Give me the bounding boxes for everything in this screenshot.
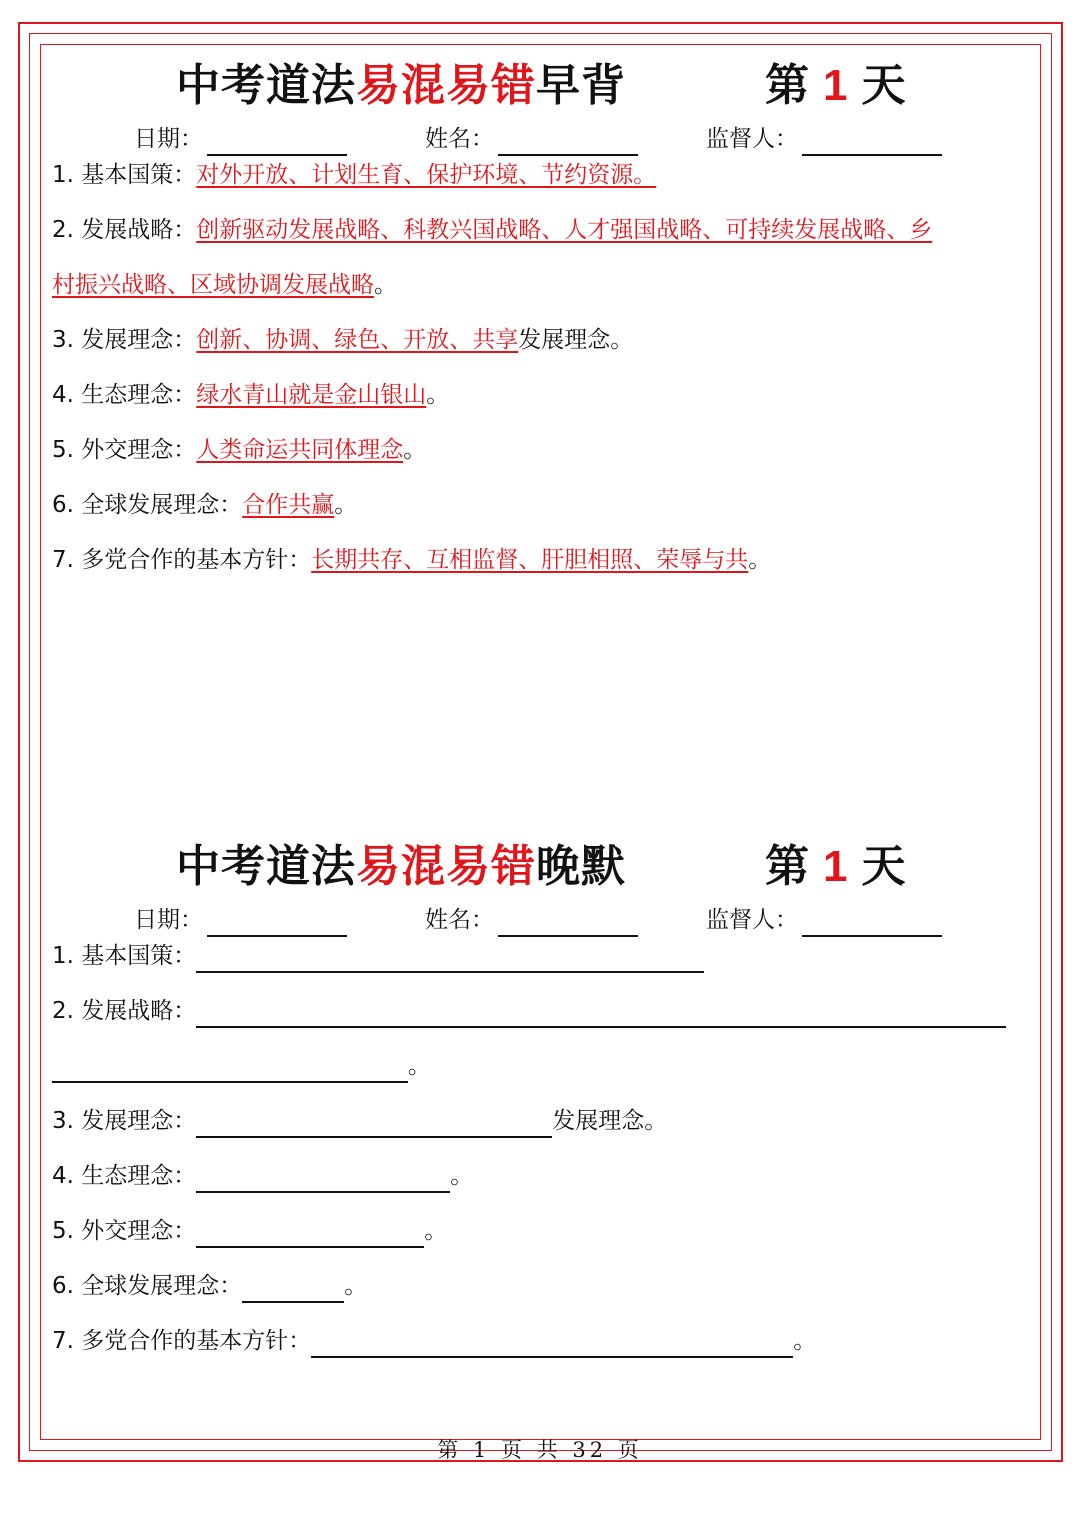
item-label: 7. 多党合作的基本方针： bbox=[52, 547, 312, 573]
title-highlight: 易混易错 bbox=[356, 841, 536, 892]
morning-item-3 bbox=[52, 323, 633, 357]
item-label: 6. 全球发展理念： bbox=[52, 1273, 243, 1299]
item-label: 3. 发展理念： bbox=[52, 1108, 197, 1134]
item-label: 7. 多党合作的基本方针： bbox=[52, 1328, 312, 1354]
item-answer: 创新、协调、绿色、开放、共享 bbox=[196, 327, 519, 353]
title-highlight: 易混易错 bbox=[356, 60, 536, 111]
evening-title bbox=[176, 837, 626, 897]
item-label: 1. 基本国策： bbox=[52, 943, 197, 969]
day-number: 1 bbox=[823, 842, 848, 891]
item-label: 5. 外交理念： bbox=[52, 1218, 197, 1244]
supervisor-blank[interactable] bbox=[802, 911, 942, 937]
item-answer: 绿水青山就是金山银山 bbox=[196, 382, 427, 408]
morning-item-1 bbox=[52, 158, 656, 192]
supervisor-label: 监督人： bbox=[706, 126, 798, 152]
evening-item-4 bbox=[52, 1159, 473, 1193]
evening-day-counter bbox=[765, 837, 905, 897]
page-footer: 第 1 页 共 32 页 bbox=[437, 1438, 643, 1462]
answer-blank[interactable] bbox=[196, 1112, 552, 1138]
morning-item-6 bbox=[52, 488, 357, 522]
morning-item-2 bbox=[52, 213, 932, 247]
item-label: 2. 发展战略： bbox=[52, 998, 197, 1024]
name-label: 姓名： bbox=[425, 126, 494, 152]
title-suffix: 早背 bbox=[536, 60, 626, 111]
date-field[interactable] bbox=[134, 122, 347, 156]
morning-item-4 bbox=[52, 378, 449, 412]
day-prefix: 第 bbox=[765, 60, 809, 111]
day-suffix: 天 bbox=[861, 841, 906, 892]
evening-item-2-continued bbox=[52, 1049, 431, 1083]
item-label: 4. 生态理念： bbox=[52, 1163, 197, 1189]
item-label: 2. 发展战略： bbox=[52, 217, 197, 243]
item-tail: 。 bbox=[408, 1053, 431, 1079]
name-field[interactable] bbox=[425, 122, 638, 156]
item-tail: 发展理念。 bbox=[518, 327, 634, 353]
item-label: 3. 发展理念： bbox=[52, 327, 197, 353]
item-answer: 长期共存、互相监督、肝胆相照、荣辱与共 bbox=[311, 547, 749, 573]
item-tail: 。 bbox=[334, 492, 358, 518]
morning-item-2-continued bbox=[52, 268, 397, 302]
day-number: 1 bbox=[823, 61, 848, 110]
item-answer: 村振兴战略、区域协调发展战略 bbox=[52, 272, 374, 298]
date-label: 日期： bbox=[134, 907, 203, 933]
item-tail: 。 bbox=[426, 382, 450, 408]
item-tail: 。 bbox=[793, 1328, 817, 1354]
item-tail: 。 bbox=[450, 1163, 474, 1189]
evening-item-1 bbox=[52, 939, 704, 973]
item-tail: 。 bbox=[748, 547, 772, 573]
item-tail: 。 bbox=[374, 272, 397, 298]
item-answer: 人类命运共同体理念 bbox=[196, 437, 404, 463]
answer-blank[interactable] bbox=[311, 1332, 793, 1358]
date-field[interactable] bbox=[134, 903, 347, 937]
day-prefix: 第 bbox=[765, 841, 809, 892]
item-answer: 合作共赢 bbox=[242, 492, 335, 518]
item-tail: 。 bbox=[424, 1218, 448, 1244]
answer-blank[interactable] bbox=[52, 1057, 408, 1083]
supervisor-field[interactable] bbox=[706, 903, 942, 937]
item-tail: 。 bbox=[403, 437, 427, 463]
date-blank[interactable] bbox=[207, 130, 347, 156]
name-label: 姓名： bbox=[425, 907, 494, 933]
morning-item-7 bbox=[52, 543, 771, 577]
date-label: 日期： bbox=[134, 126, 203, 152]
answer-blank[interactable] bbox=[196, 1167, 450, 1193]
evening-item-7 bbox=[52, 1324, 816, 1358]
item-answer: 创新驱动发展战略、科教兴国战略、人才强国战略、可持续发展战略、乡 bbox=[196, 217, 933, 243]
name-field[interactable] bbox=[425, 903, 638, 937]
item-tail: 发展理念。 bbox=[552, 1108, 668, 1134]
item-tail: 。 bbox=[344, 1273, 368, 1299]
answer-blank[interactable] bbox=[196, 1002, 1006, 1028]
supervisor-blank[interactable] bbox=[802, 130, 942, 156]
answer-blank[interactable] bbox=[196, 1222, 424, 1248]
item-answer: 对外开放、计划生育、保护环境、节约资源。 bbox=[196, 162, 657, 188]
item-label: 1. 基本国策： bbox=[52, 162, 197, 188]
evening-item-3 bbox=[52, 1104, 667, 1138]
evening-item-5 bbox=[52, 1214, 447, 1248]
title-prefix: 中考道法 bbox=[176, 60, 356, 111]
supervisor-field[interactable] bbox=[706, 122, 942, 156]
answer-blank[interactable] bbox=[242, 1277, 344, 1303]
answer-blank[interactable] bbox=[196, 947, 704, 973]
title-prefix: 中考道法 bbox=[176, 841, 356, 892]
evening-item-2 bbox=[52, 994, 1006, 1028]
date-blank[interactable] bbox=[207, 911, 347, 937]
supervisor-label: 监督人： bbox=[706, 907, 798, 933]
morning-item-5 bbox=[52, 433, 426, 467]
title-suffix: 晚默 bbox=[536, 841, 626, 892]
evening-item-6 bbox=[52, 1269, 367, 1303]
morning-day-counter bbox=[765, 56, 905, 116]
item-label: 6. 全球发展理念： bbox=[52, 492, 243, 518]
item-label: 5. 外交理念： bbox=[52, 437, 197, 463]
morning-title bbox=[176, 56, 626, 116]
name-blank[interactable] bbox=[498, 130, 638, 156]
name-blank[interactable] bbox=[498, 911, 638, 937]
item-label: 4. 生态理念： bbox=[52, 382, 197, 408]
day-suffix: 天 bbox=[861, 60, 906, 111]
